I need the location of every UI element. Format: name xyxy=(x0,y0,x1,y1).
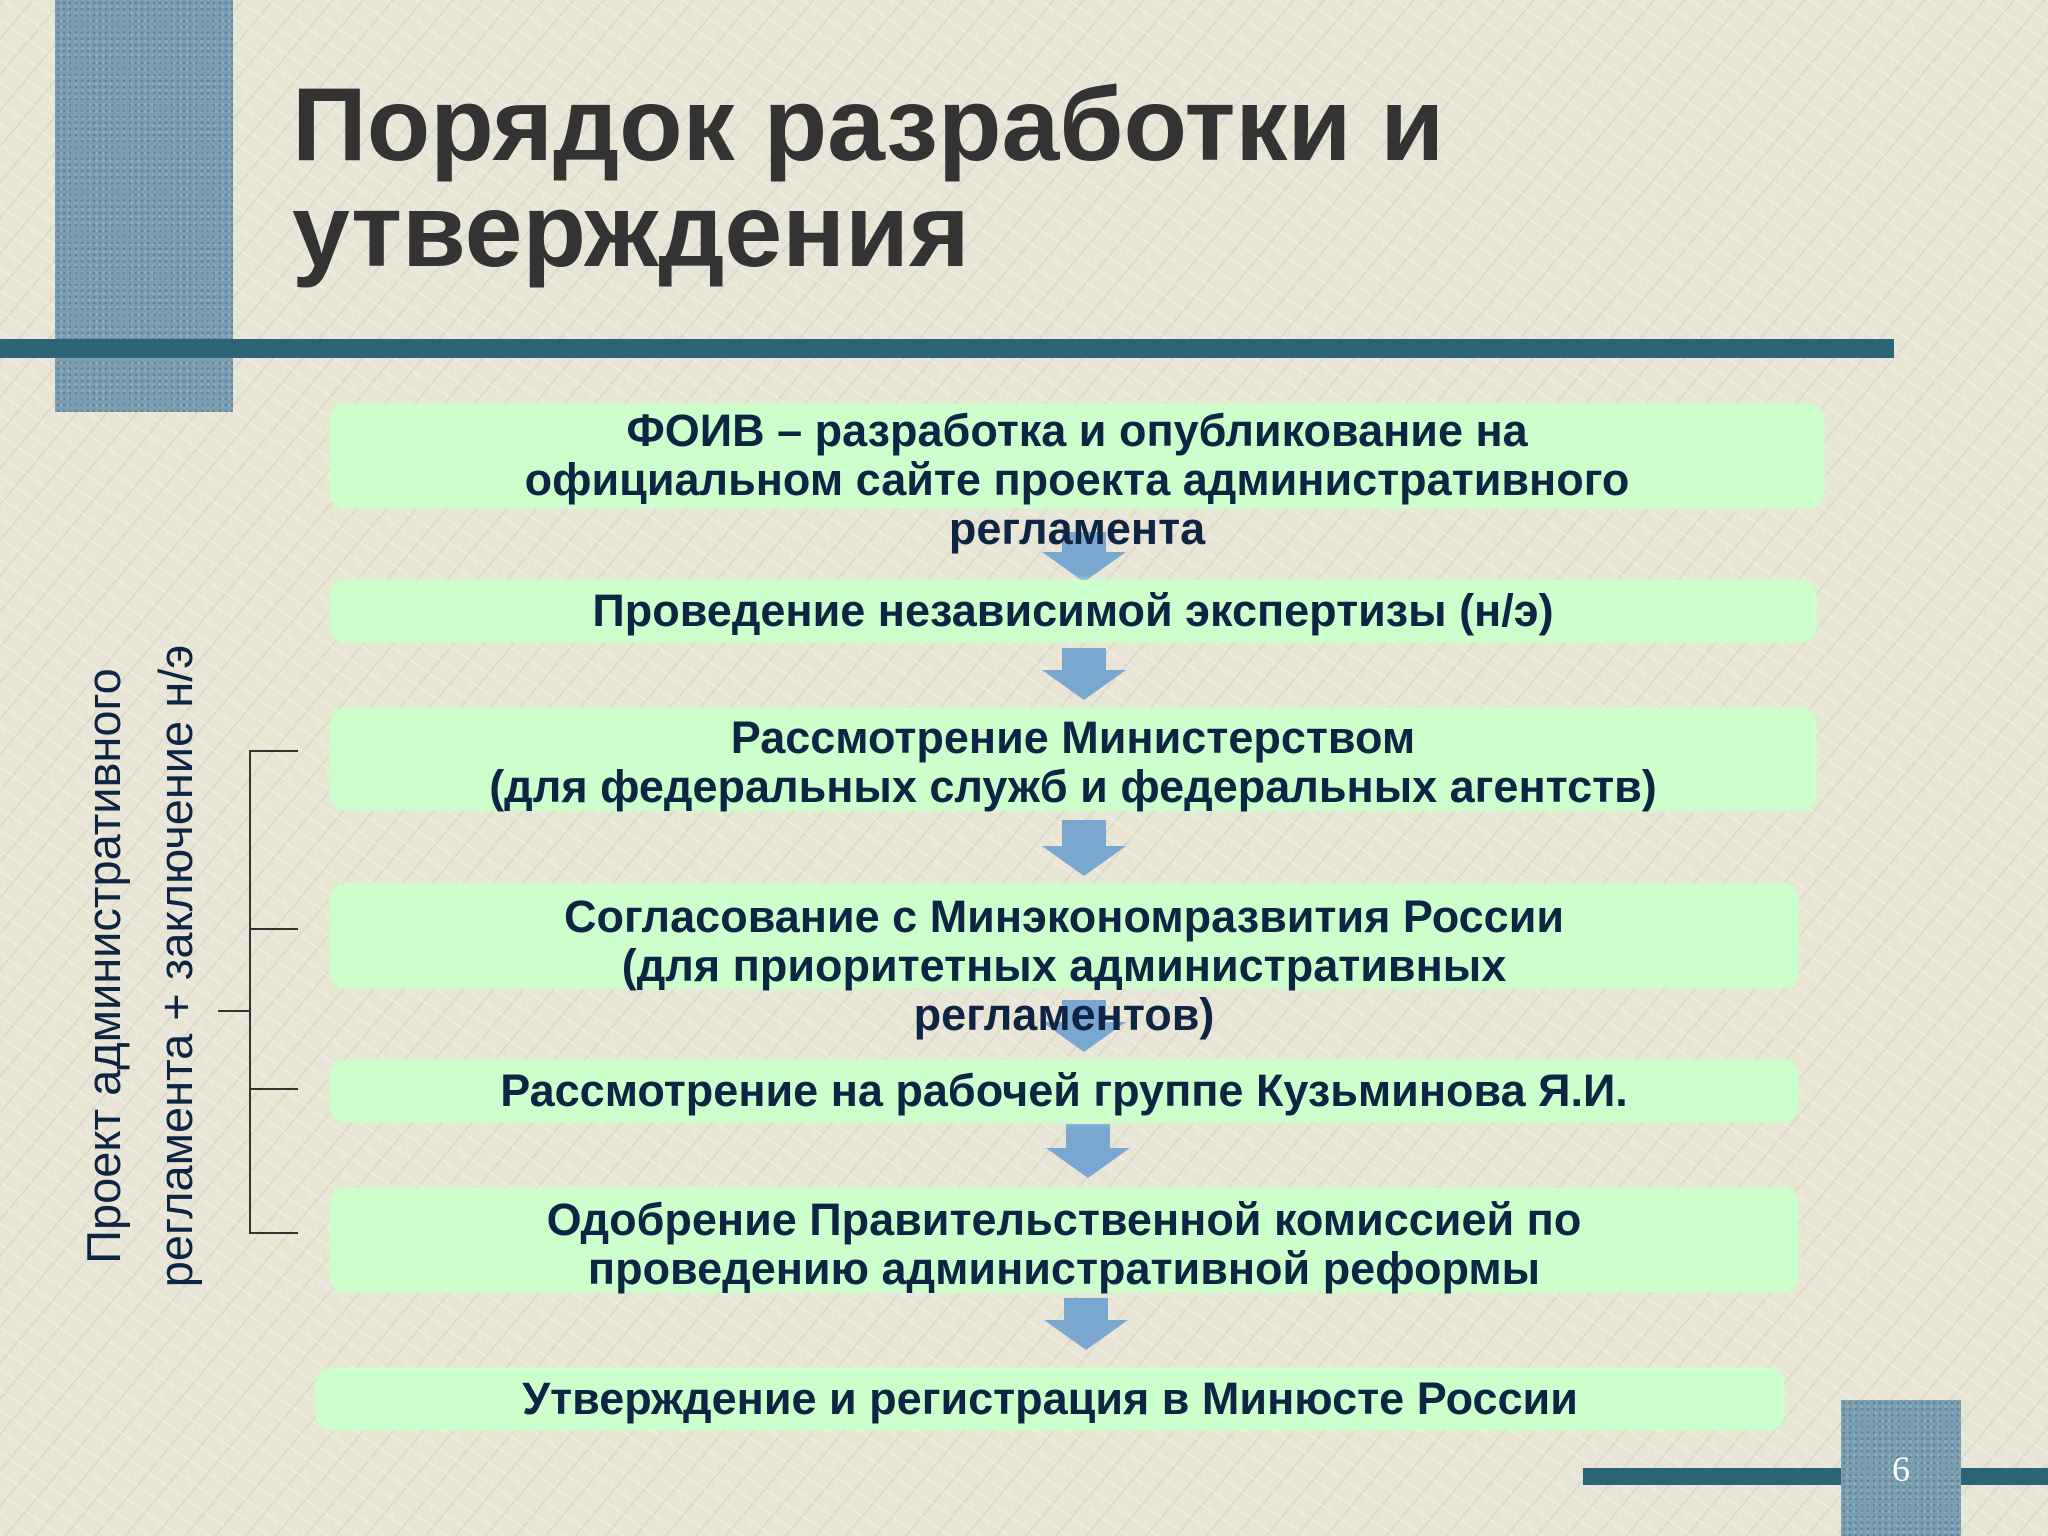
slide-title xyxy=(292,67,1852,289)
decorative-line-bottom xyxy=(1583,1468,2048,1485)
flow-step-3-line-1: Рассмотрение Министерством xyxy=(730,712,1416,763)
flow-step-5-line-1: Рассмотрение на рабочей группе Кузьминова Я.И. xyxy=(500,1065,1628,1116)
flow-step-1-line-2: официальном сайте проекта административного xyxy=(524,454,1630,505)
flow-step-3-line-2: (для федеральных служб и федеральных агентств) xyxy=(489,761,1657,812)
flow-step-7-line-1: Утверждение и регистрация в Минюсте России xyxy=(522,1373,1578,1424)
flow-step-3-text xyxy=(330,713,1816,811)
flow-step-2-text xyxy=(330,586,1816,635)
bracket-tick-step-6 xyxy=(249,1232,298,1234)
bracket-tick-step-4 xyxy=(249,928,298,930)
page-number: 6 xyxy=(1892,1449,1910,1489)
side-label xyxy=(68,606,212,1326)
bracket-tick-step-5 xyxy=(249,1088,298,1090)
flow-step-1-line-1: ФОИВ – разработка и опубликование на xyxy=(626,405,1528,456)
bracket-stem xyxy=(218,1010,250,1012)
flow-step-1-text xyxy=(330,406,1824,553)
flow-step-6-text xyxy=(330,1195,1798,1293)
flow-step-2-line-1: Проведение независимой экспертизы (н/э) xyxy=(592,585,1554,636)
title-line-2: утверждения xyxy=(292,173,970,289)
flow-step-4-line-1: Согласование с Минэкономразвития России xyxy=(563,891,1565,942)
flow-step-4-text xyxy=(330,892,1798,1039)
bracket-vertical xyxy=(249,750,251,1234)
flow-step-4-line-3: регламентов) xyxy=(913,989,1215,1040)
flow-step-6-line-2: проведению административной реформы xyxy=(587,1243,1541,1294)
side-label-line-2: регламента + заключение н/э xyxy=(149,644,202,1288)
flow-step-1-line-3: регламента xyxy=(948,503,1206,554)
side-label-line-1: Проект административного xyxy=(77,668,130,1264)
flow-step-5-text xyxy=(330,1066,1798,1115)
flow-step-6-line-1: Одобрение Правительственной комиссией по xyxy=(546,1194,1582,1245)
bracket-tick-step-3 xyxy=(249,750,298,752)
flow-step-7-text xyxy=(316,1374,1784,1423)
title-line-1: Порядок разработки и xyxy=(292,67,1445,183)
flow-step-4-line-2: (для приоритетных административных xyxy=(621,940,1507,991)
decorative-line-top xyxy=(0,339,1894,358)
